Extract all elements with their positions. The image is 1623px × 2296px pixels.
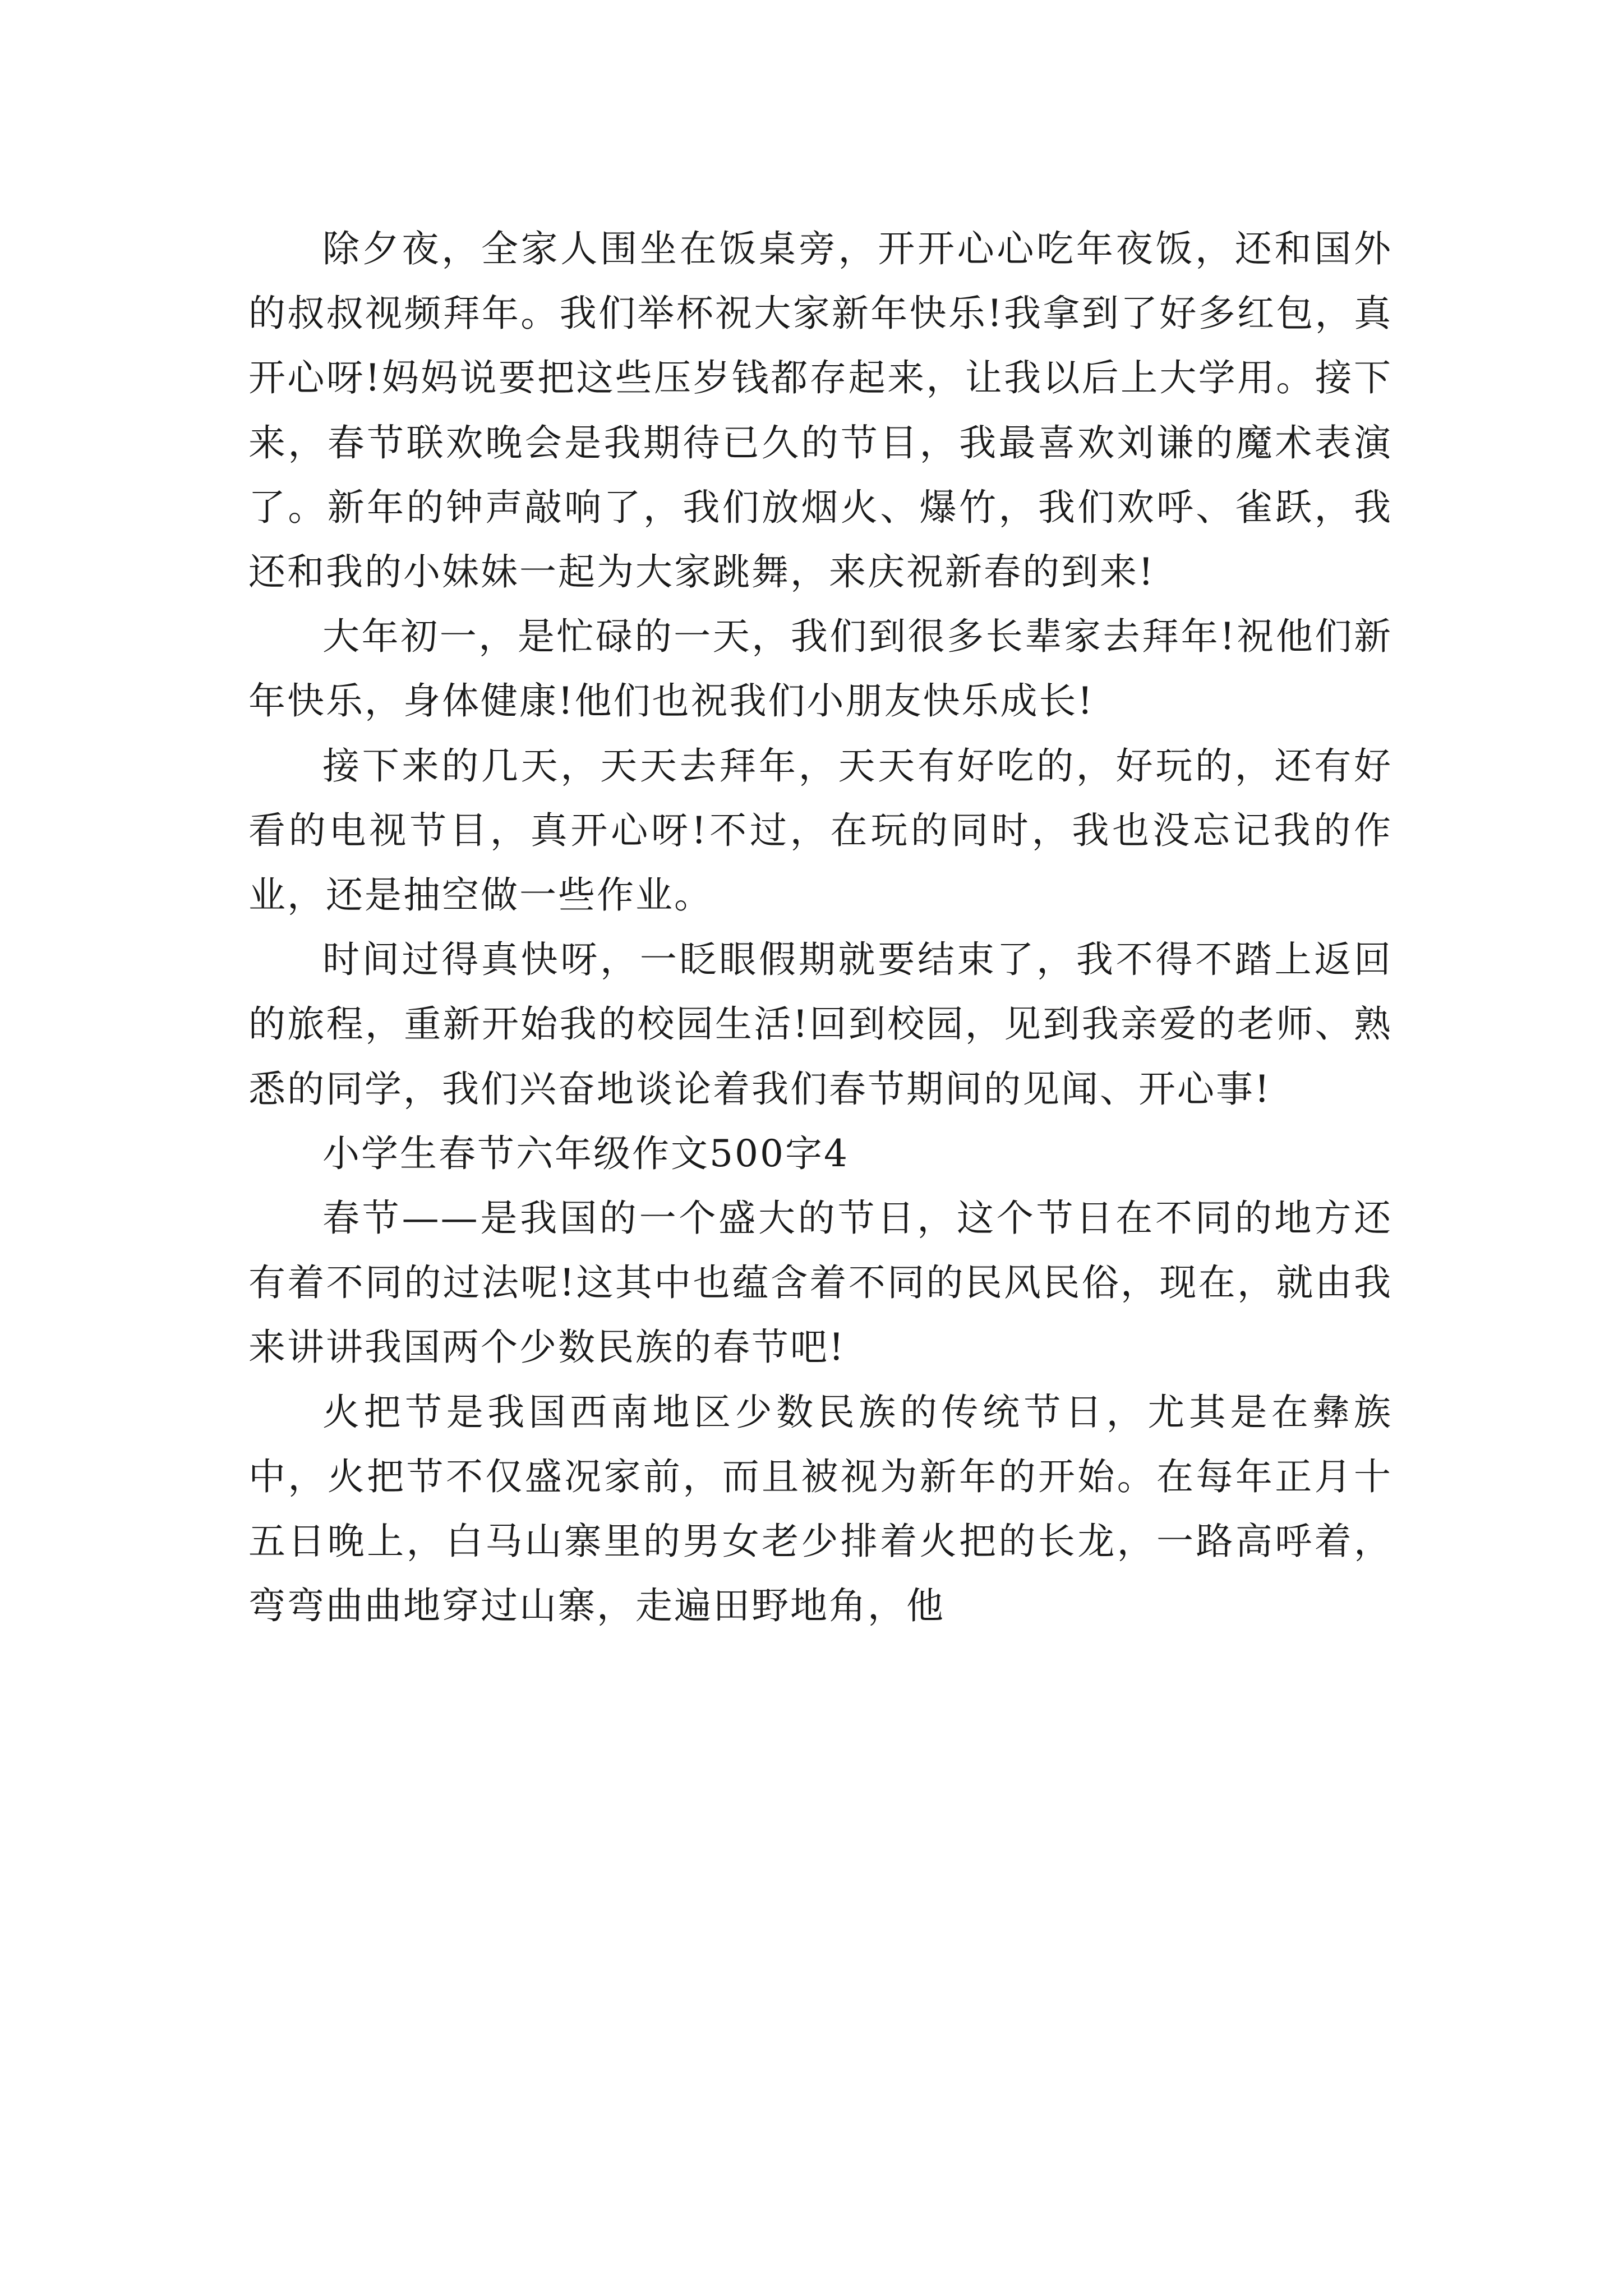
paragraph-first-day: 大年初一，是忙碌的一天，我们到很多长辈家去拜年!祝他们新年快乐，身体健康!他们也祝我们小朋友快乐成长!	[248, 615, 1393, 723]
paragraph-return-to-school: 时间过得真快呀，一眨眼假期就要结束了，我不得不踏上返回的旅程，重新开始我的校园生活!回到校园，见到我亲爱的老师、熟悉的同学，我们兴奋地谈论着我们春节期间的见闻、开心事!	[248, 938, 1393, 1111]
paragraph-following-days: 接下来的几天，天天去拜年，天天有好吃的，好玩的，还有好看的电视节目，真开心呀!不过，在玩的同时，我也没忘记我的作业，还是抽空做一些作业。	[248, 744, 1393, 917]
document-body	[248, 217, 1393, 1638]
section-heading: 小学生春节六年级作文500字4	[322, 1131, 849, 1175]
paragraph-torch-festival: 火把节是我国西南地区少数民族的传统节日，尤其是在彝族中，火把节不仅盛况家前，而且被视为新年的开始。在每年正月十五日晚上，白马山寨里的男女老少排着火把的长龙，一路高呼着，弯弯曲曲地穿过山寨，走遍田野地角，他	[248, 1390, 1393, 1628]
paragraph-new-years-eve: 除夕夜，全家人围坐在饭桌旁，开开心心吃年夜饭，还和国外的叔叔视频拜年。我们举杯祝大家新年快乐!我拿到了好多红包，真开心呀!妈妈说要把这些压岁钱都存起来，让我以后上大学用。接下来，春节联欢晚会是我期待已久的节目，我最喜欢刘谦的魔术表演了。新年的钟声敲响了，我们放烟火、爆竹，我们欢呼、雀跃，我还和我的小妹妹一起为大家跳舞，来庆祝新春的到来!	[248, 227, 1393, 594]
paragraph-spring-festival-intro: 春节——是我国的一个盛大的节日，这个节日在不同的地方还有着不同的过法呢!这其中也蕴含着不同的民风民俗，现在，就由我来讲讲我国两个少数民族的春节吧!	[248, 1197, 1393, 1369]
